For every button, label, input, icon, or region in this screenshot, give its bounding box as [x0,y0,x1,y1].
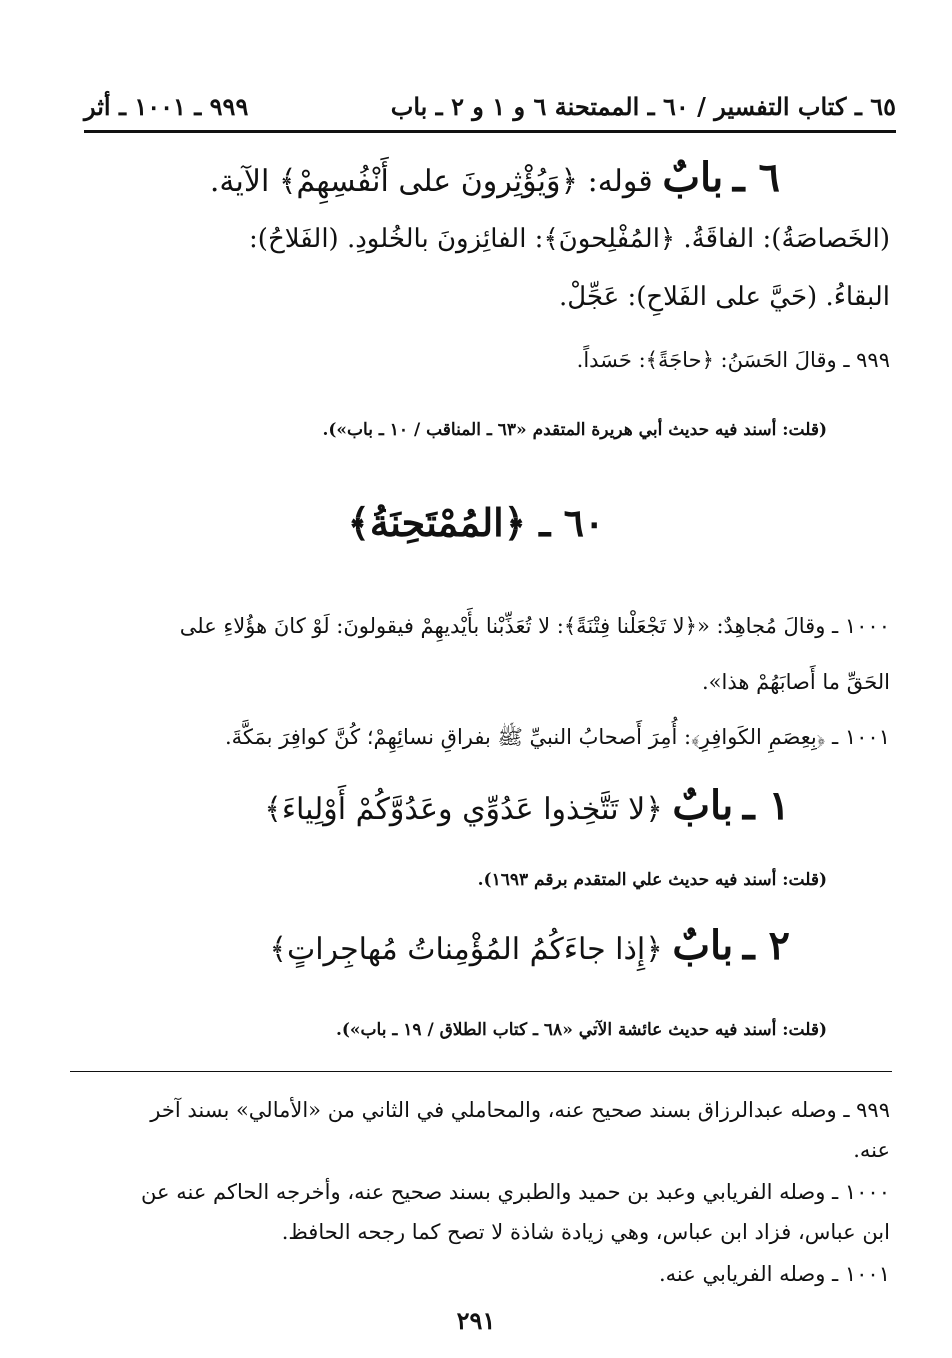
bab-1-verse: ﴿لا تَتَّخِذوا عَدُوِّي وعَدُوَّكُمْ أَوْلِياءَ﴾ [264,792,663,827]
footnote-divider [70,1071,892,1072]
surah-title: ٦٠ ـ ﴿المُمْتَحِنَةُ﴾ [347,500,605,545]
hadith-1001: ١٠٠١ ـ ﴿بِعِصَمِ الكَوافِرِ﴾: أُمِرَ أَصحابُ النبيِّ ﷺ بفراقِ نسائِهِمْ؛ كُنَّ كوافِرَ بمَكَّةَ. [224,725,890,749]
chapter-6-heading [210,154,780,201]
glossary-line-1: (الخَصاصَةُ): الفاقَةُ. ﴿المُفْلِحونَ﴾: الفائِزونَ بالخُلودِ. (الفَلاحُ): [249,224,890,254]
bab-2-number: ٢ ـ [742,922,790,969]
bab-2-verse: ﴿إِذا جاءَكُمُ المُؤْمِناتُ مُهاجِراتٍ﴾ [269,932,663,967]
footnote-999-line-1: ٩٩٩ ـ وصله عبدالرزاق بسند صحيح عنه، والمحاملي في الثاني من «الأمالي» بسند آخر [150,1098,890,1122]
footnote-1001: ١٠٠١ ـ وصله الفريابي عنه. [659,1262,890,1286]
note-bab-1: (قلت: أسند فيه حديث علي المتقدم برقم ١٦٩٣). [477,870,827,890]
bab-1-bab: بابٌ [672,782,734,829]
bab-2-bab: بابٌ [672,922,734,969]
hadith-999: ٩٩٩ ـ وقالَ الحَسَنُ: ﴿حاجَةً﴾: حَسَداً. [576,348,890,372]
hadith-1000-line-1: ١٠٠٠ ـ وقالَ مُجاهِدٌ: «﴿لا تَجْعَلْنا فِتْنَةً﴾: لا تُعَذِّبْنا بأَيْديهِمْ فيقولونَ: لَوْ كانَ هؤُلاءِ على [179,614,890,638]
bab-1-number: ١ ـ [742,782,790,829]
running-header [84,92,896,132]
footnote-999-line-2: عنه. [853,1138,890,1162]
footnote-1000-line-2: ابن عباس، فزاد ابن عباس، وهي زيادة شاذة لا تصح كما رجحه الحافظ. [281,1220,890,1244]
bab-2-heading [269,922,790,969]
chapter-6-number: ٦ ـ [732,154,780,201]
note-bab-2: (قلت: أسند فيه حديث عائشة الآتي «٦٨ ـ كتاب الطلاق / ١٩ ـ باب»). [335,1020,827,1040]
header-chapter-info: ٦٥ ـ كتاب التفسير / ٦٠ ـ الممتحنة ٦ و ١ و ٢ ـ باب [390,92,896,121]
note-999: (قلت: أسند فيه حديث أبي هريرة المتقدم «٦٣ ـ المناقب / ١٠ ـ باب»). [322,420,827,440]
hadith-1000-line-2: الحَقِّ ما أَصابَهُمْ هذا». [702,670,890,694]
glossary-line-2: البقاءُ. (حَيَّ على الفَلاحِ): عَجِّلْ. [558,282,890,312]
header-divider [84,130,896,133]
chapter-6-verse: قوله: ﴿وَيُؤْثِرونَ على أَنْفُسِهِمْ﴾ الآية. [209,164,653,199]
chapter-6-bab: بابٌ [662,154,724,201]
footnote-1000-line-1: ١٠٠٠ ـ وصله الفريابي وعبد بن حميد والطبري بسند صحيح عنه، وأخرجه الحاكم عنه عن [141,1180,890,1204]
bab-1-heading [264,782,790,829]
page-number: ٢٩١ [456,1306,496,1335]
header-hadith-range: ٩٩٩ ـ ١٠٠١ ـ أثر [84,92,249,121]
